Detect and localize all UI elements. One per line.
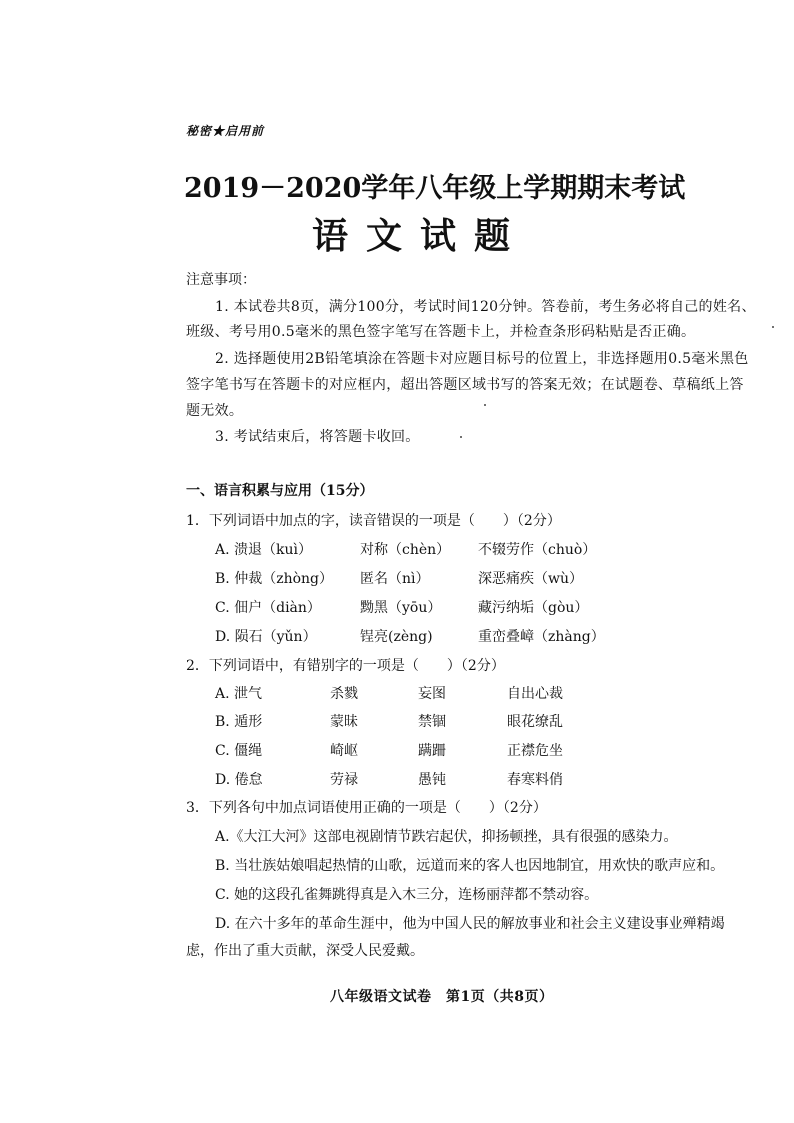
q2-option-b-3: 禁锢	[418, 714, 446, 730]
q2-option-b-4: 眼花缭乱	[507, 714, 563, 730]
q2-option-d-2: 劳禄	[330, 772, 358, 788]
q1-option-a-1: A. 溃退（kuì）	[215, 542, 312, 558]
section-heading: 一、语言积累与应用（15分）	[186, 483, 374, 499]
question-2-stem: 2．下列词语中，有错别字的一项是（ ）（2分）	[186, 658, 505, 674]
question-1-stem: 1．下列词语中加点的字，读音错误的一项是（ ）（2分）	[186, 513, 561, 529]
q1-option-d-1: D. 陨石（yǔn）	[215, 629, 317, 645]
notice-line: 班级、考号用0.5毫米的黑色签字笔写在答题卡上，并检查条形码粘贴是否正确。	[186, 324, 696, 340]
q2-option-b-2: 蒙昧	[330, 714, 358, 730]
subject-title: 语文试题	[312, 215, 529, 257]
q3-option-d: D. 在六十多年的革命生涯中，他为中国人民的解放事业和社会主义建设事业殚精竭	[215, 916, 725, 932]
q1-option-c-3: 藏污纳垢（gòu）	[478, 600, 589, 616]
q1-option-a-3: 不辍劳作（chuò）	[478, 542, 597, 558]
notice-line: 2. 选择题使用2B铅笔填涂在答题卡对应题目标号的位置上，非选择题用0.5毫米黑色	[215, 351, 749, 367]
q1-option-d-2: 锃亮(zèng)	[360, 629, 433, 645]
q2-option-a-1: A. 泄气	[215, 686, 263, 702]
page-footer: 八年级语文试卷 第1页（共8页）	[330, 989, 554, 1005]
scan-speck	[460, 436, 462, 438]
q2-option-a-2: 杀戮	[330, 686, 358, 702]
scan-speck	[772, 326, 774, 328]
q1-option-d-3: 重峦叠嶂（zhàng）	[478, 629, 605, 645]
q1-option-a-2: 对称（chèn）	[360, 542, 451, 558]
q3-option-c: C. 她的这段孔雀舞跳得真是入木三分，连杨丽萍都不禁动容。	[215, 887, 599, 903]
q3-option-b: B. 当壮族姑娘唱起热情的山歌，远道而来的客人也因地制宜，用欢快的歌声应和。	[215, 858, 725, 874]
q2-option-b-1: B. 遁形	[215, 714, 263, 730]
q1-option-c-1: C. 佃户（diàn）	[215, 600, 321, 616]
q2-option-d-4: 春寒料俏	[507, 772, 563, 788]
notice-heading: 注意事项：	[186, 272, 256, 288]
exam-title: 2019－2020学年八年级上学期期末考试	[184, 173, 686, 204]
q2-option-a-4: 自出心裁	[507, 686, 563, 702]
secret-mark: 秘密★启用前	[186, 124, 265, 138]
q2-option-c-3: 蹒跚	[418, 743, 446, 759]
q2-option-a-3: 妄图	[418, 686, 446, 702]
question-3-stem: 3．下列各句中加点词语使用正确的一项是（ ）（2分）	[186, 800, 547, 816]
scan-speck	[484, 404, 486, 406]
q1-option-b-3: 深恶痛疾（wù）	[478, 571, 583, 587]
notice-line: 题无效。	[186, 403, 244, 419]
notice-line: 签字笔书写在答题卡的对应框内，超出答题区域书写的答案无效；在试题卷、草稿纸上答	[186, 377, 744, 393]
q3-option-d-cont: 虑，作出了重大贡献，深受人民爱戴。	[186, 943, 424, 959]
q2-option-c-2: 崎岖	[330, 743, 358, 759]
notice-line: 1. 本试卷共8页，满分100分，考试时间120分钟。答卷前，考生务必将自己的姓名、	[215, 299, 756, 315]
q2-option-c-4: 正襟危坐	[507, 743, 563, 759]
q1-option-b-2: 匿名（nì）	[360, 571, 430, 587]
q2-option-d-1: D. 倦怠	[215, 772, 263, 788]
notice-line: 3. 考试结束后，将答题卡收回。	[215, 429, 420, 445]
q2-option-c-1: C. 僵绳	[215, 743, 263, 759]
q2-option-d-3: 愚钝	[418, 772, 446, 788]
q1-option-b-1: B. 仲裁（zhòng）	[215, 571, 333, 587]
q3-option-a: A.《大江大河》这部电视剧情节跌宕起伏，抑扬顿挫，具有很强的感染力。	[215, 829, 678, 845]
q1-option-c-2: 黝黑（yōu）	[360, 600, 442, 616]
